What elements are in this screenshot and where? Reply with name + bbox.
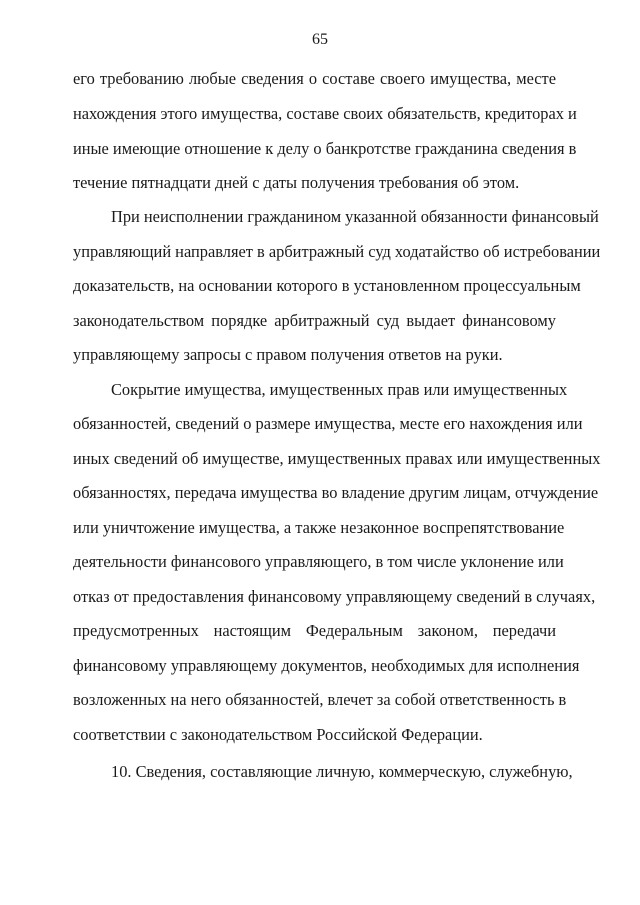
text-line: иные имеющие отношение к делу о банкротстве гражданина сведения в	[73, 139, 577, 158]
text-line: обязанностей, сведений о размере имущества, месте его нахождения или	[73, 414, 583, 433]
text-line: управляющему запросы с правом получения ответов на руки.	[73, 345, 503, 364]
text-line: деятельности финансового управляющего, в том числе уклонение или	[73, 552, 564, 571]
page-number: 65	[312, 31, 328, 48]
text-line: соответствии с законодательством Российской Федерации.	[73, 725, 483, 744]
text-line: иных сведений об имуществе, имущественных правах или имущественных	[73, 449, 601, 468]
text-line: нахождения этого имущества, составе своих обязательств, кредиторах и	[73, 104, 577, 123]
text-line: Сокрытие имущества, имущественных прав или имущественных	[111, 380, 568, 399]
text-line: или уничтожение имущества, а также незаконное воспрепятствование	[73, 518, 565, 537]
text-line: предусмотренных настоящим Федеральным законом, передачи	[73, 621, 556, 640]
text-line: течение пятнадцати дней с даты получения требования об этом.	[73, 173, 520, 192]
text-line: возложенных на него обязанностей, влечет за собой ответственность в	[73, 690, 567, 709]
text-line: 10. Сведения, составляющие личную, коммерческую, служебную,	[111, 762, 573, 781]
text-line: отказ от предоставления финансовому управляющему сведений в случаях,	[73, 587, 596, 606]
text-line: финансовому управляющему документов, необходимых для исполнения	[73, 656, 580, 675]
text-line: его требованию любые сведения о составе своего имущества, месте	[73, 69, 556, 88]
text-line: доказательств, на основании которого в установленном процессуальным	[73, 276, 581, 295]
text-line: управляющий направляет в арбитражный суд ходатайство об истребовании	[73, 242, 601, 261]
text-line: При неисполнении гражданином указанной обязанности финансовый	[111, 207, 599, 226]
text-line: обязанностях, передача имущества во владение другим лицам, отчуждение	[73, 483, 599, 502]
text-line: законодательством порядке арбитражный суд выдает финансовому	[73, 311, 556, 330]
